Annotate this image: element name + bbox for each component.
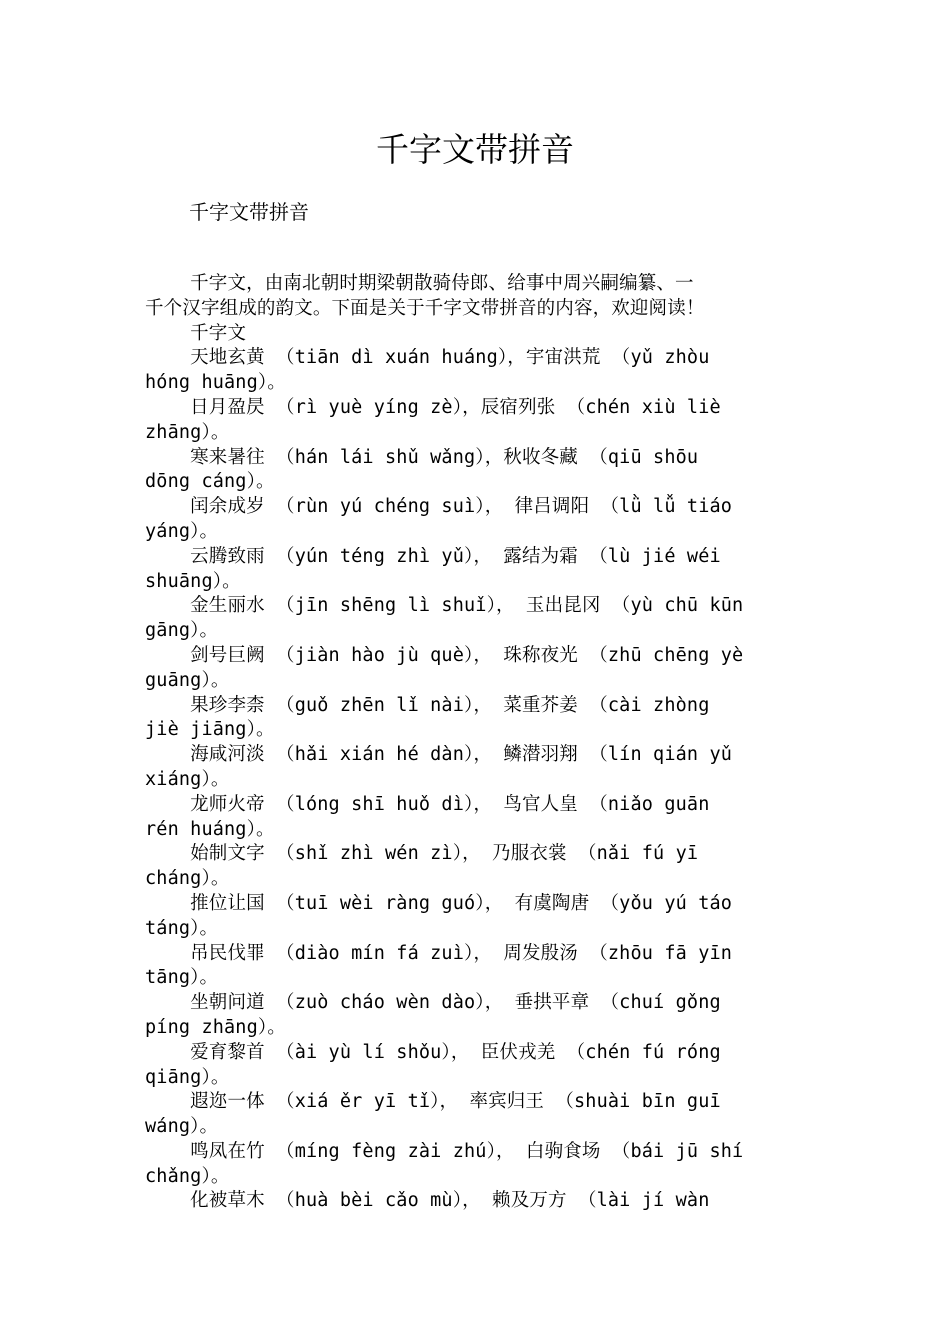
text-line: chǎng）。 — [145, 1165, 230, 1187]
text-line: 坐朝问道 （zuò cháo wèn dào）， 垂拱平章 （chuí gǒng — [145, 992, 721, 1014]
text-line: dōng cáng）。 — [145, 471, 275, 493]
text-line: 日月盈昃 （rì yuè yíng zè），辰宿列张 （chén xiù liè — [145, 396, 721, 418]
text-line: gāng）。 — [145, 620, 219, 642]
text-line: táng）。 — [145, 917, 219, 939]
text-line: 海咸河淡 （hǎi xián hé dàn）， 鳞潜羽翔 （lín qián yǔ — [145, 744, 733, 766]
text-line: 果珍李柰 （guǒ zhēn lǐ nài）， 菜重芥姜 （cài zhòng — [145, 694, 710, 716]
text-line: píng zhāng）。 — [145, 1016, 286, 1038]
text-line: 遐迩一体 （xiá ěr yī tǐ）， 率宾归王 （shuài bīn guī — [145, 1091, 721, 1113]
text-line: 始制文字 （shǐ zhì wén zì）， 乃服衣裳 （nǎi fú yī — [145, 843, 699, 865]
text-line: 吊民伐罪 （diào mín fá zuì）， 周发殷汤 （zhōu fā yīn — [145, 942, 733, 964]
text-line: tāng）。 — [145, 967, 219, 989]
text-line: 推位让国 （tuī wèi ràng guó）， 有虞陶唐 （yǒu yú táo — [145, 892, 733, 914]
text-line: 云腾致雨 （yún téng zhì yǔ）， 露结为霜 （lù jié wéi — [145, 545, 721, 567]
text-line: qiāng）。 — [145, 1066, 230, 1088]
text-line: rén huáng）。 — [145, 818, 275, 840]
text-line: cháng）。 — [145, 868, 230, 890]
text-line: 金生丽水 （jīn shēng lì shuǐ）， 玉出昆冈 （yù chū kūn — [145, 595, 744, 617]
text-line: 剑号巨阙 （jiàn hào jù què）， 珠称夜光 （zhū chēng yè — [145, 644, 744, 666]
text-line: 鸣凤在竹 （míng fèng zài zhú）， 白驹食场 （bái jū shí — [145, 1140, 744, 1162]
text-line: 龙师火帝 （lóng shī huǒ dì）， 鸟官人皇 （niǎo guān — [145, 793, 710, 815]
text-line: 千字文 — [145, 322, 247, 344]
text-line: 化被草木 （huà bèi cǎo mù）， 赖及万方 （lài jí wàn — [145, 1190, 710, 1212]
text-line: 千字文，由南北朝时期梁朝散骑侍郎、给事中周兴嗣编纂、一 — [145, 273, 694, 294]
text-line: jiè jiāng）。 — [145, 719, 275, 741]
document-subtitle: 千字文带拼音 — [189, 200, 309, 224]
document-body — [145, 272, 807, 1214]
text-line: shuāng）。 — [145, 570, 241, 592]
page-title: 千字文带拼音 — [376, 130, 574, 169]
text-line: 千个汉字组成的韵文。下面是关于千字文带拼音的内容，欢迎阅读！ — [145, 297, 705, 319]
text-line: hóng huāng）。 — [145, 372, 286, 394]
text-line: yáng）。 — [145, 520, 219, 542]
text-line: zhāng）。 — [145, 421, 230, 443]
text-line: xiáng）。 — [145, 768, 230, 790]
text-line: 寒来暑往 （hán lái shǔ wǎng），秋收冬藏 （qiū shōu — [145, 446, 699, 468]
text-line: wáng）。 — [145, 1116, 219, 1138]
text-line: guāng）。 — [145, 669, 230, 691]
text-line: 爱育黎首 （ài yù lí shǒu）， 臣伏戎羌 （chén fú róng — [145, 1041, 721, 1063]
text-line: 闰余成岁 （rùn yú chéng suì）， 律吕调阳 （lǜ lǚ tiáo — [145, 496, 733, 518]
text-line: 天地玄黄 （tiān dì xuán huáng），宇宙洪荒 （yǔ zhòu — [145, 347, 710, 369]
